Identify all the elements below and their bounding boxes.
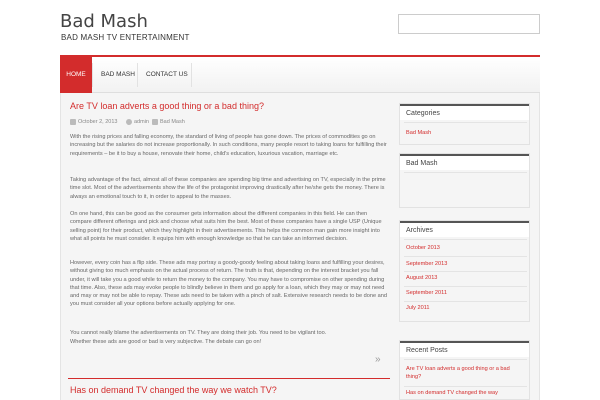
site-description: BAD MASH TV ENTERTAINMENT <box>61 33 190 42</box>
double-chevron-right-icon[interactable]: » <box>375 354 381 365</box>
search-input[interactable] <box>399 17 539 35</box>
archive-divider <box>404 271 527 272</box>
post-date <box>70 119 117 125</box>
post-date-text[interactable]: October 2, 2013 <box>78 119 118 125</box>
post-article <box>68 98 390 388</box>
post-author-text[interactable]: admin <box>134 119 149 125</box>
widget-bad-mash <box>399 153 530 208</box>
folder-icon <box>152 119 158 125</box>
widget-underline <box>404 239 527 240</box>
post-category <box>152 119 185 125</box>
post-paragraph: Whether these ads are good or bad is very subjective. The debate can go on! <box>70 339 262 345</box>
recent-post-link[interactable]: Are TV loan adverts a good thing or a bad thing? <box>406 366 510 380</box>
widget-archives <box>399 220 530 322</box>
archive-link[interactable]: September 2011 <box>406 290 447 296</box>
site-title[interactable]: Bad Mash <box>60 11 148 32</box>
post-paragraph: You cannot really blame the advertisements on TV. They are doing their job. You need to be vigilant too. <box>70 330 327 336</box>
post-category-text[interactable]: Bad Mash <box>160 119 185 125</box>
post-divider <box>68 378 390 379</box>
nav-separator <box>191 63 192 87</box>
archive-link[interactable]: October 2013 <box>406 245 440 251</box>
calendar-icon <box>70 119 76 125</box>
nav-contact-us[interactable]: CONTACT US <box>146 71 188 78</box>
post-paragraph: However, every coin has a flip side. These ads may portray a goody-goody feeling about taking loans and fulfilling your desires, without giving too much emphasis on the actual process of return. The truth is that, depending on the interest bracket you fall under, it will take you a good while to return the money to the company. You may have to compromise on other spending during that time. Also, these ads may evoke people to blindly believe in them and go apply for a loan, which they may or may not need and may or may not be able to repay. These ads need to be taken with a pinch of salt. Extensive research needs to be done and you must consider all your options before actually applying for one. <box>70 260 387 308</box>
nav-home[interactable]: HOME <box>60 57 92 93</box>
widget-recent-posts <box>399 340 530 400</box>
widget-heading: Archives <box>400 221 529 237</box>
main-navigation <box>60 55 540 93</box>
widget-heading: Recent Posts <box>400 341 529 357</box>
archive-link[interactable]: September 2013 <box>406 261 448 267</box>
nav-bad-mash[interactable]: BAD MASH <box>101 71 135 78</box>
user-icon <box>126 119 132 125</box>
post2-title[interactable]: Has on demand TV changed the way we watch TV? <box>70 385 277 395</box>
archive-link[interactable]: July 2011 <box>406 305 430 311</box>
search-box[interactable] <box>398 14 540 34</box>
post-paragraph: On one hand, this can be good as the consumer gets information about the different companies in this field. He can then compare different offerings and pick and choose what suits him the best. Most of these companies have a single USP (Unique selling point) for their product, which they highlight in their advertisements. This helps the common man gain more insight into what all points he must consider. It equips him with enough knowledge so that he can take an informed decision. <box>70 211 382 242</box>
archive-divider <box>404 301 527 302</box>
archive-divider <box>404 286 527 287</box>
widget-underline <box>404 172 527 173</box>
widget-heading: Categories <box>400 104 529 120</box>
widget-heading: Bad Mash <box>400 154 529 170</box>
post-paragraph: With the rising prices and falling economy, the standard of living of people has gone down. The prices of commodities go on increasing but the salaries do not increase proportionally. In such conditions, many people resort to taking loans for fulfilling their requirements – be it to buy a house, renovate their home, child's education, luxurious vacation, marriage etc. <box>70 134 387 157</box>
post-author <box>126 119 149 125</box>
widget-categories <box>399 103 530 145</box>
category-link[interactable]: Bad Mash <box>406 130 432 136</box>
post-paragraph: Taking advantage of the fact, almost all of these companies are spending big time and advertising on TV, especially in the prime time slot. Most of the advertisements show the life of the protagonist improving drastically after he/she gets the money. There is always an emotional touch to it, in order to appeal to the masses. <box>70 177 386 200</box>
recent-post-link[interactable]: Has on demand TV changed the way <box>406 390 498 396</box>
archive-link[interactable]: August 2013 <box>406 275 438 281</box>
archive-divider <box>404 256 527 257</box>
post-title[interactable]: Are TV loan adverts a good thing or a bad thing? <box>70 101 264 111</box>
recent-post-divider <box>404 386 527 387</box>
widget-underline <box>404 122 527 123</box>
widget-underline <box>404 359 527 360</box>
